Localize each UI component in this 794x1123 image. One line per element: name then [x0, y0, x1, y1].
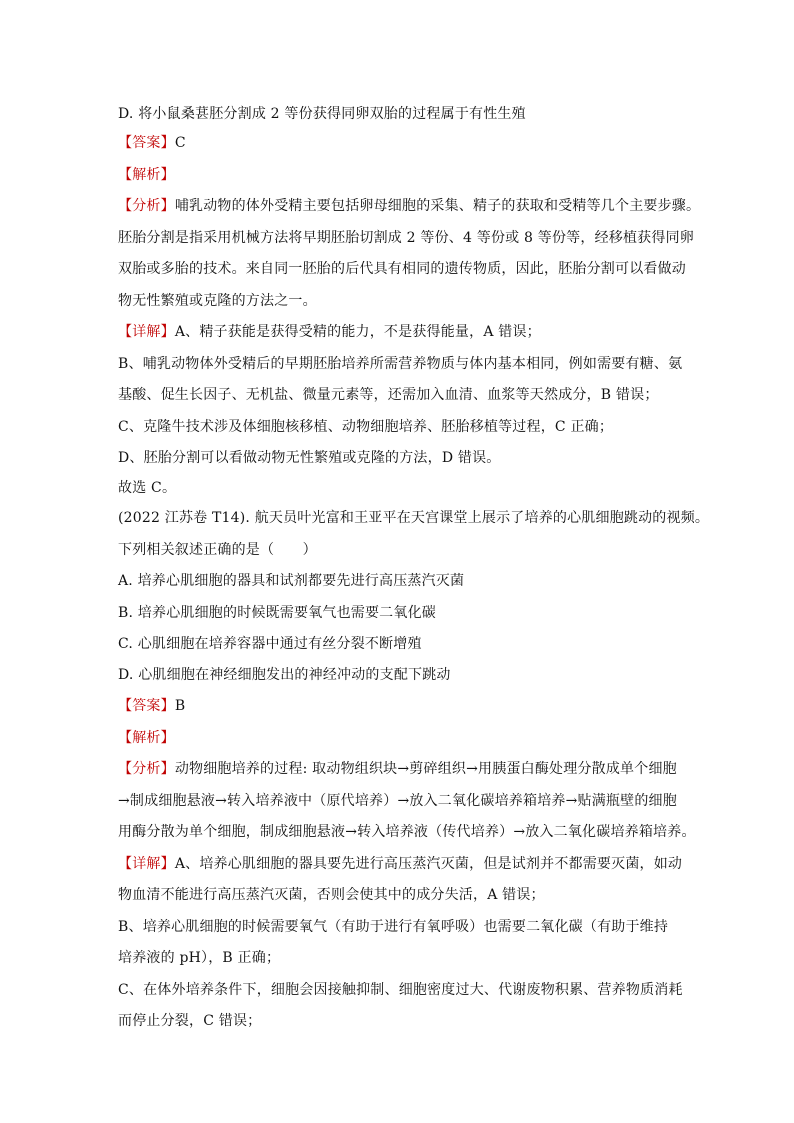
option-d-q13: D. 将小鼠桑葚胚分割成 2 等份获得同卵双胎的过程属于有性生殖	[118, 106, 526, 122]
answer-tag: 【答案】	[118, 135, 175, 151]
detail-tag: 【详解】	[118, 324, 175, 340]
fenxi-line-2: 胚胎分割是指采用机械方法将早期胚胎切割成 2 等份、4 等份或 8 等份等，经移植获得同卵	[118, 230, 694, 246]
detail-line-b2: 基酸、促生长因子、无机盐、微量元素等，还需加入血清、血浆等天然成分，B 错误；	[118, 387, 659, 403]
fenxi-tag: 【分析】	[118, 198, 175, 214]
detail2-line-c2: 而停止分裂，C 错误；	[118, 1013, 262, 1029]
question-stem-1: (2022 江苏卷 T14). 航天员叶光富和王亚平在天宫课堂上展示了培养的心肌细胞跳动的视频。	[118, 510, 710, 526]
analysis-heading-q14: 【解析】	[118, 730, 175, 746]
answer-line-q14: 【答案】B	[118, 698, 186, 714]
fenxi-line-3: 双胎或多胎的技术。来自同一胚胎的后代具有相同的遗传物质，因此，胚胎分割可以看做动	[118, 261, 686, 277]
detail2-line-a2: 物血清不能进行高压蒸汽灭菌，否则会使其中的成分失活，A 错误；	[118, 887, 545, 903]
detail-line-a: 【详解】A、精子获能是获得受精的能力，不是获得能量，A 错误；	[118, 324, 541, 340]
fenxi2-line-1: 【分析】动物细胞培养的过程: 取动物组织块→剪碎组织→用胰蛋白酶处理分散成单个细胞	[118, 761, 677, 777]
fenxi2-line-3: 用酶分散为单个细胞，制成细胞悬液→转入培养液（传代培养）→放入二氧化碳培养箱培养。	[118, 824, 696, 840]
fenxi-line-4: 物无性繁殖或克隆的方法之一。	[118, 293, 317, 309]
detail-line-c: C、克隆牛技术涉及体细胞核移植、动物细胞培养、胚胎移植等过程，C 正确；	[118, 419, 614, 435]
detail-line-d: D、胚胎分割可以看做动物无性繁殖或克隆的方法，D 错误。	[118, 450, 501, 466]
analysis-heading-q13	[118, 165, 175, 185]
question-stem-2: 下列相关叙述正确的是（ ）	[118, 542, 317, 558]
option-b: B. 培养心肌细胞的时候既需要氧气也需要二氧化碳	[118, 605, 436, 621]
detail2-line-b1: B、培养心肌细胞的时候需要氧气（有助于进行有氧呼吸）也需要二氧化碳（有助于维持	[118, 919, 669, 935]
fenxi2-line-2: →制成细胞悬液→转入培养液中（原代培养）→放入二氧化碳培养箱培养→贴满瓶壁的细胞	[118, 793, 677, 809]
analysis-tag: 【解析】	[118, 167, 175, 183]
option-d: D. 心肌细胞在神经细胞发出的神经冲动的支配下跳动	[118, 667, 451, 683]
option-c: C. 心肌细胞在培养容器中通过有丝分裂不断增殖	[118, 636, 422, 652]
detail2-line-a1: 【详解】A、培养心肌细胞的器具要先进行高压蒸汽灭菌，但是试剂并不都需要灭菌，如动	[118, 856, 683, 872]
fenxi-line-1: 【分析】哺乳动物的体外受精主要包括卵母细胞的采集、精子的获取和受精等几个主要步骤。	[118, 198, 701, 214]
detail2-line-c1: C、在体外培养条件下，细胞会因接触抑制、细胞密度过大、代谢废物积累、营养物质消耗	[118, 982, 683, 998]
answer-line-q13	[118, 133, 186, 153]
answer-value: C	[174, 135, 186, 151]
detail2-line-b2: 培养液的 pH），B 正确；	[118, 950, 281, 966]
detail-line-b1: B、哺乳动物体外受精后的早期胚胎培养所需营养物质与体内基本相同，例如需要有糖、氨	[118, 356, 683, 372]
option-a: A. 培养心肌细胞的器具和试剂都要先进行高压蒸汽灭菌	[118, 573, 465, 589]
choose-line: 故选 C。	[118, 480, 177, 496]
